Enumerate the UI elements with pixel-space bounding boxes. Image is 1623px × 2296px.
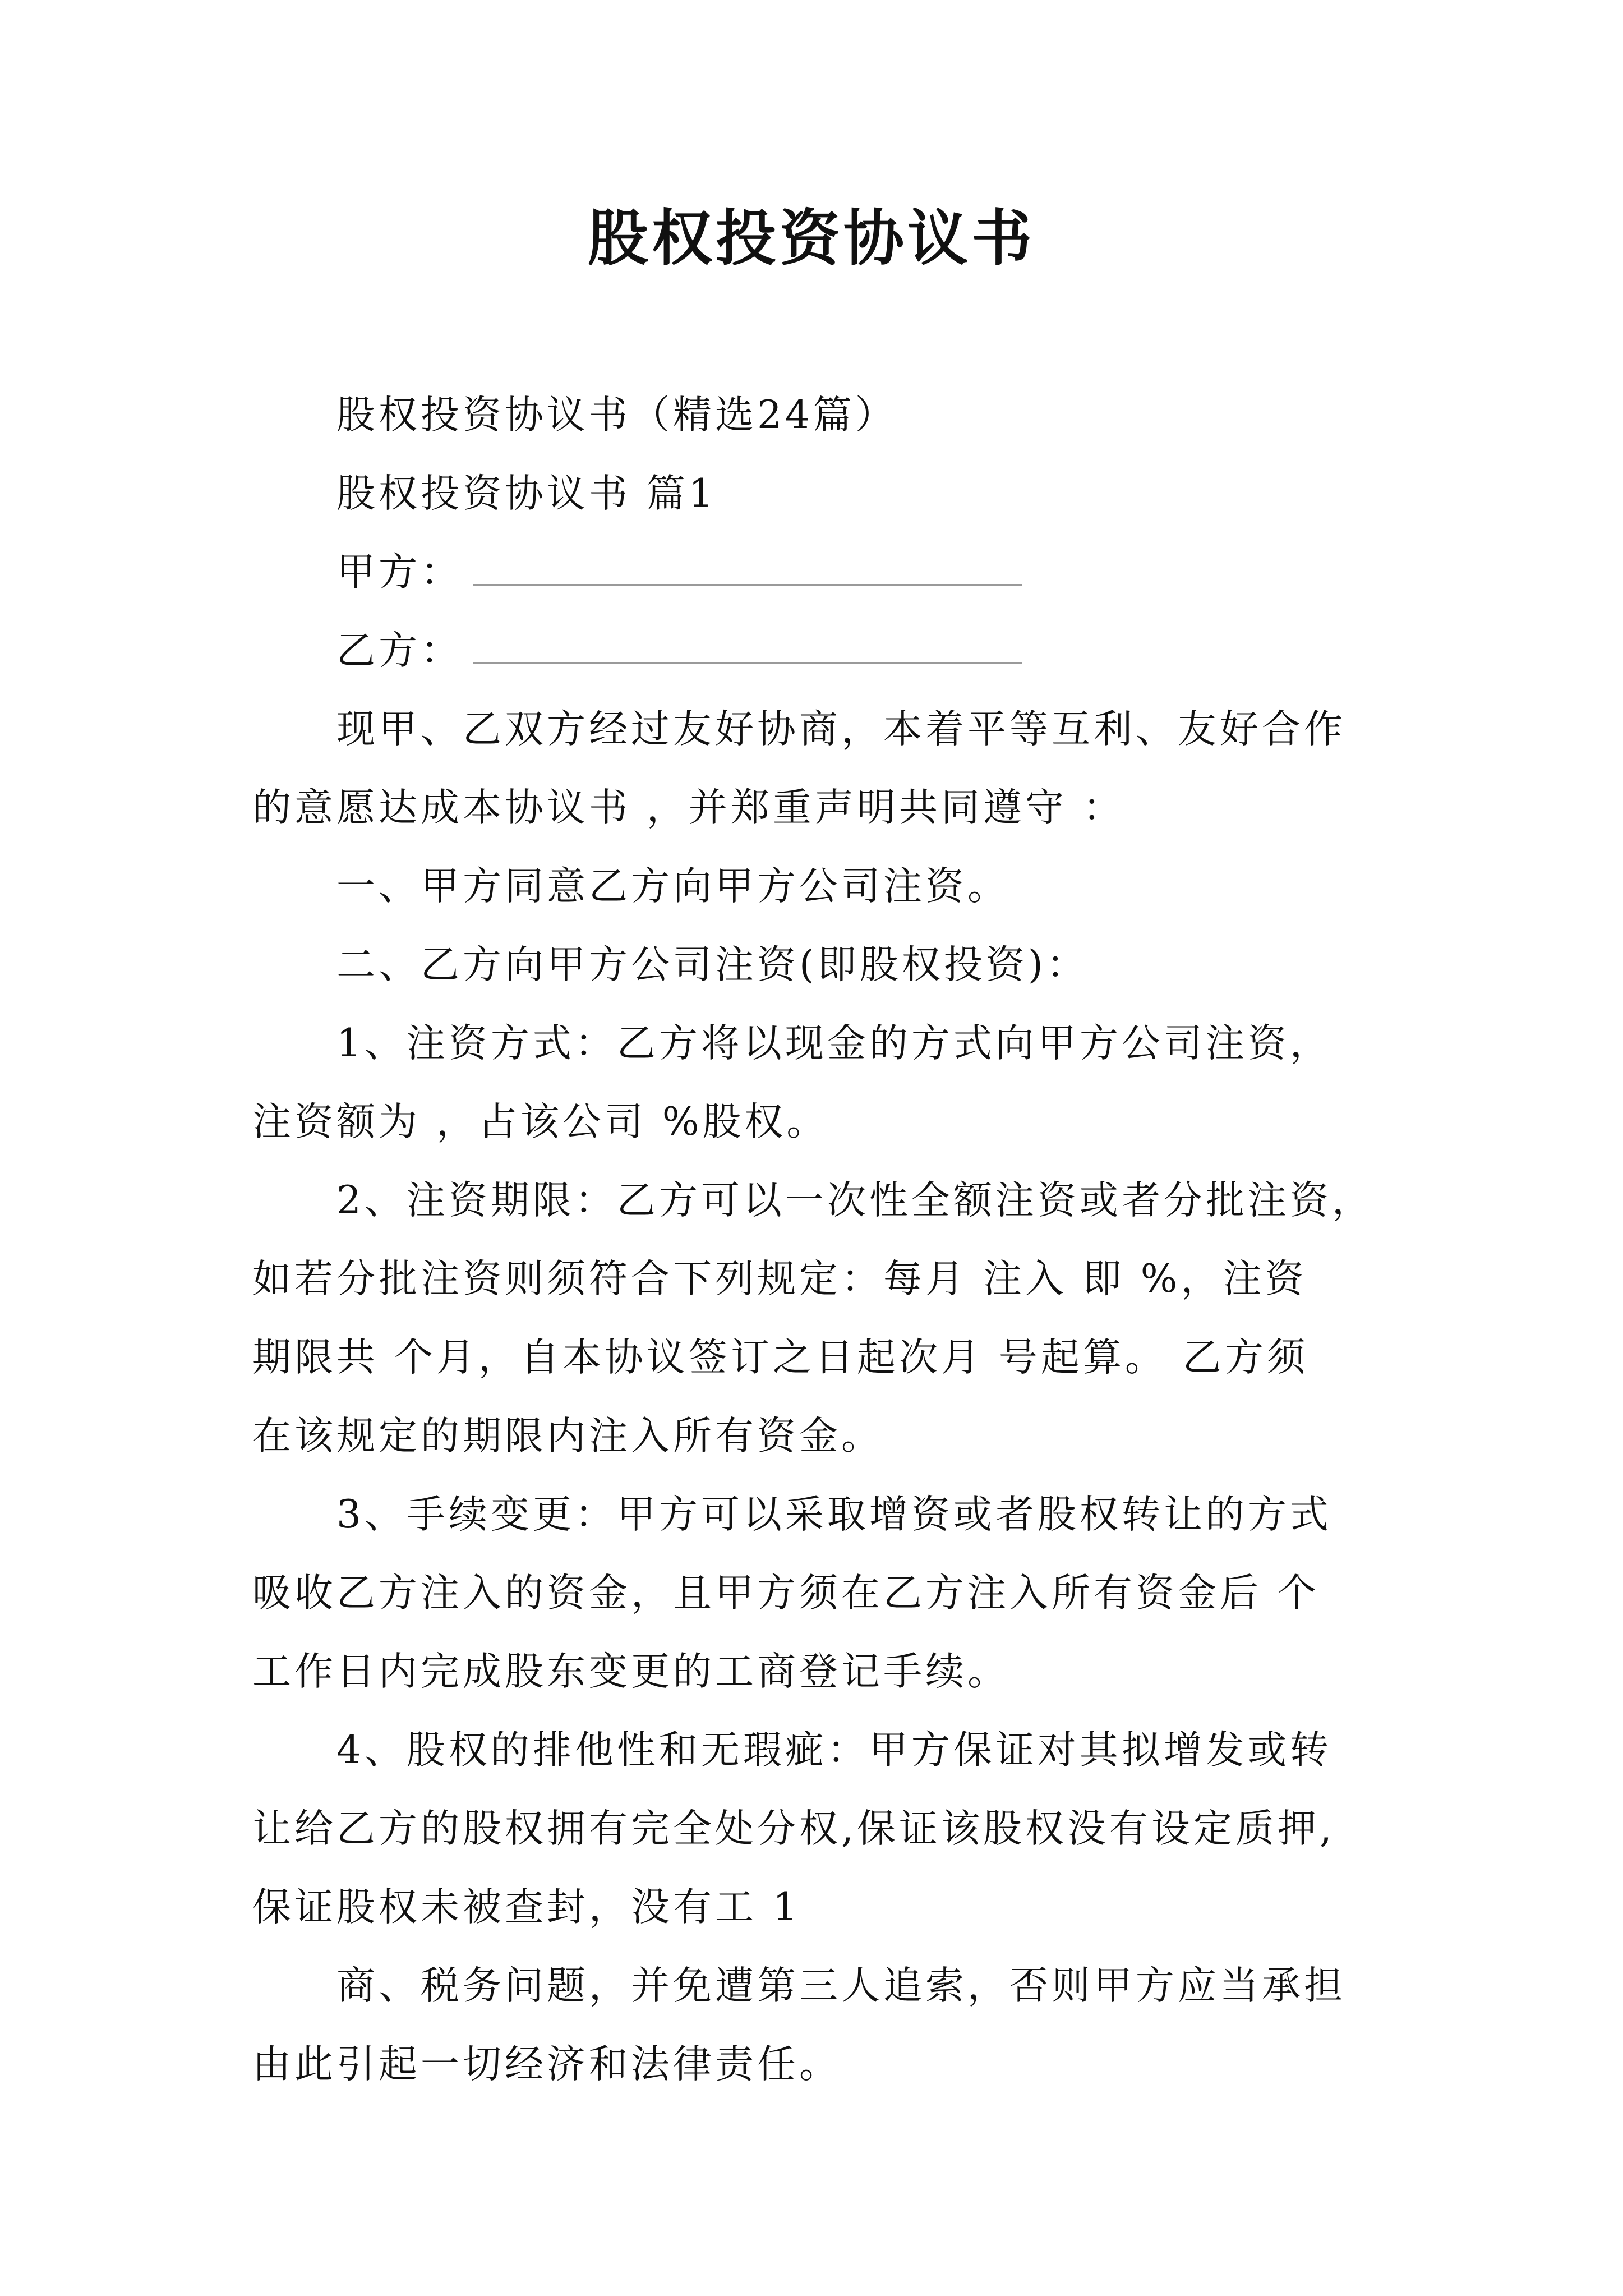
body-line: 由此引起一切经济和法律责任。 — [252, 2042, 841, 2087]
body-line: 4、股权的排他性和无瑕疵：甲方保证对其拟增发或转 — [336, 1728, 1332, 1773]
party-b-label: 乙方： — [336, 628, 463, 673]
body-line: 让给乙方的股权拥有完全处分权,保证该股权没有设定质押, — [252, 1806, 1335, 1851]
body-line: 二、乙方向甲方公司注资(即股权投资)： — [336, 942, 1089, 987]
party-a-row — [336, 541, 1396, 603]
body-line: 2、注资期限：乙方可以一次性全额注资或者分批注资， — [336, 1178, 1374, 1223]
body-line: 在该规定的期限内注入所有资金。 — [252, 1414, 883, 1458]
document-title: 股权投资协议书 — [587, 203, 1035, 274]
body-line: 吸收乙方注入的资金，且甲方须在乙方注入所有资金后 个 — [252, 1571, 1320, 1616]
body-line: 注资额为 ，占该公司 %股权。 — [252, 1099, 829, 1144]
body-line: 1、注资方式：乙方将以现金的方式向甲方公司注资， — [336, 1021, 1332, 1066]
body-line: 的意愿达成本协议书 ，并郑重声明共同遵守 ： — [252, 785, 1125, 830]
body-line: 现甲、乙双方经过友好协商，本着平等互利、友好合作 — [336, 707, 1346, 752]
body-line: 工作日内完成股东变更的工商登记手续。 — [252, 1649, 1009, 1694]
body-line: 期限共 个月，自本协议签订之日起次月 号起算。 乙方须 — [252, 1335, 1309, 1380]
party-b-blank-line — [473, 662, 1022, 664]
body-line: 一、甲方同意乙方向甲方公司注资。 — [336, 864, 1009, 909]
party-a-label: 甲方： — [336, 550, 463, 595]
party-a-blank-line — [473, 584, 1022, 586]
body-line: 如若分批注资则须符合下列规定：每月 注入 即 %，注资 — [252, 1257, 1307, 1301]
body-line: 3、手续变更：甲方可以采取增资或者股权转让的方式 — [336, 1492, 1332, 1537]
section-heading: 股权投资协议书 篇1 — [336, 471, 717, 516]
body-line: 保证股权未被查封，没有工 1 — [252, 1885, 801, 1930]
body-line: 商、税务问题，并免遭第三人追索，否则甲方应当承担 — [336, 1963, 1346, 2008]
party-b-row — [336, 620, 1396, 682]
document-subtitle: 股权投资协议书（精选24篇） — [336, 393, 897, 438]
